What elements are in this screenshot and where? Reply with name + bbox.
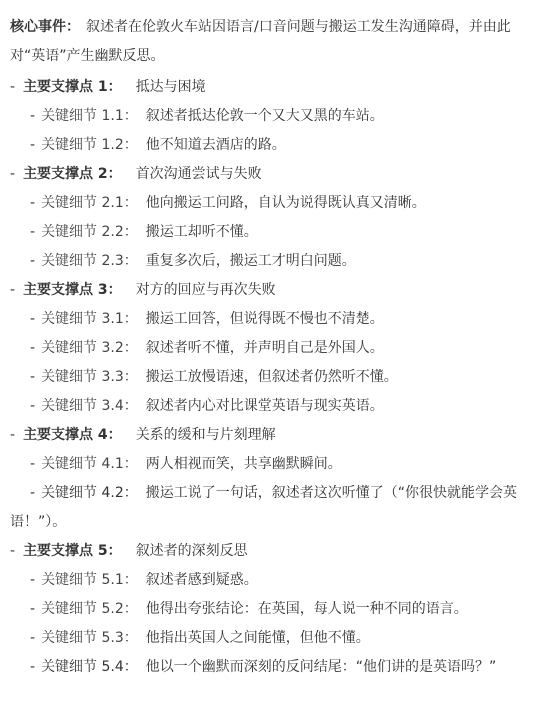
main-point-text: 对方的回应与再次失败 [135,282,276,298]
main-point-label: 主要支撑点 3： [23,282,122,298]
bullet-dash: - [30,456,36,472]
key-detail-4-2 [10,479,524,537]
bullet-dash: - [30,195,36,211]
bullet-dash: - [10,543,16,559]
core-event-label: 核心事件： [10,19,80,35]
bullet-dash: - [30,572,36,588]
key-detail-label: 关键细节 5.2： [41,601,138,617]
core-event-text: 叙述者在伦敦火车站因语言/口音问题与搬运工发生沟通障碍，并由此对“英语”产生幽默反思。 [10,19,511,64]
key-detail-2-3 [30,251,537,271]
key-detail-label: 关键细节 3.2： [41,340,138,356]
main-point-text: 关系的缓和与片刻理解 [135,427,276,443]
main-point-2 [10,164,537,184]
key-detail-text: 搬运工却听不懂。 [145,224,258,240]
key-detail-label: 关键细节 2.1： [41,195,138,211]
key-detail-label: 关键细节 4.1： [41,456,138,472]
key-detail-text: 叙述者听不懂，并声明自己是外国人。 [145,340,384,356]
key-detail-2-2 [30,222,537,242]
bullet-dash: - [30,311,36,327]
main-point-label: 主要支撑点 2： [23,166,122,182]
key-detail-label: 关键细节 3.3： [41,369,138,385]
bullet-dash: - [30,137,36,153]
key-detail-1-1 [30,106,537,126]
key-detail-3-3 [30,367,537,387]
key-detail-4-1 [30,454,537,474]
key-detail-label: 关键细节 1.2： [41,137,138,153]
key-detail-label: 关键细节 3.1： [41,311,138,327]
key-detail-3-4 [30,396,537,416]
key-detail-text: 他得出夸张结论：在英国，每人说一种不同的语言。 [145,601,468,617]
key-detail-text: 两人相视而笑，共享幽默瞬间。 [145,456,342,472]
key-detail-text: 叙述者内心对比课堂英语与现实英语。 [145,398,384,414]
bullet-dash: - [30,253,36,269]
bullet-dash: - [10,79,16,95]
key-detail-text: 他向搬运工问路，自认为说得既认真又清晰。 [145,195,426,211]
key-detail-text: 叙述者抵达伦敦一个又大又黑的车站。 [145,108,384,124]
key-detail-3-1 [30,309,537,329]
bullet-dash: - [30,369,36,385]
key-detail-label: 关键细节 3.4： [41,398,138,414]
main-point-text: 首次沟通尝试与失败 [135,166,262,182]
key-detail-label: 关键细节 2.3： [41,253,138,269]
bullet-dash: - [30,340,36,356]
bullet-dash: - [30,108,36,124]
key-detail-5-1 [30,570,537,590]
core-event [10,13,522,71]
main-point-label: 主要支撑点 1： [23,79,122,95]
bullet-dash: - [30,659,36,675]
key-detail-text: 重复多次后，搬运工才明白问题。 [145,253,356,269]
key-detail-3-2 [30,338,537,358]
bullet-dash: - [10,427,16,443]
main-point-label: 主要支撑点 5： [23,543,122,559]
main-point-text: 叙述者的深刻反思 [135,543,248,559]
bullet-dash: - [10,166,16,182]
key-detail-1-2 [30,135,537,155]
main-point-label: 主要支撑点 4： [23,427,122,443]
main-point-4 [10,425,537,445]
key-detail-text: 搬运工回答，但说得既不慢也不清楚。 [145,311,384,327]
key-detail-text: 他以一个幽默而深刻的反问结尾：“他们讲的是英语吗？” [145,659,497,675]
key-detail-text: 搬运工放慢语速，但叙述者仍然听不懂。 [145,369,398,385]
main-point-1 [10,77,537,97]
key-detail-text: 搬运工说了一句话，叙述者这次听懂了（“你很快就能学会英语！”）。 [10,485,518,530]
key-detail-5-4 [10,653,524,682]
main-point-5 [10,541,537,561]
bullet-dash: - [30,485,36,501]
key-detail-text: 他指出英国人之间能懂，但他不懂。 [145,630,370,646]
key-detail-label: 关键细节 2.2： [41,224,138,240]
key-detail-label: 关键细节 5.4： [41,659,138,675]
key-detail-label: 关键细节 4.2： [41,485,138,501]
key-detail-5-2 [30,599,537,619]
bullet-dash: - [30,224,36,240]
key-detail-label: 关键细节 5.1： [41,572,138,588]
main-point-text: 抵达与困境 [135,79,206,95]
main-point-3 [10,280,537,300]
key-detail-label: 关键细节 5.3： [41,630,138,646]
bullet-dash: - [10,282,16,298]
bullet-dash: - [30,601,36,617]
bullet-dash: - [30,398,36,414]
key-detail-label: 关键细节 1.1： [41,108,138,124]
bullet-dash: - [30,630,36,646]
key-detail-text: 叙述者感到疑惑。 [145,572,258,588]
key-detail-2-1 [30,193,537,213]
key-detail-text: 他不知道去酒店的路。 [145,137,286,153]
key-detail-5-3 [30,628,537,648]
